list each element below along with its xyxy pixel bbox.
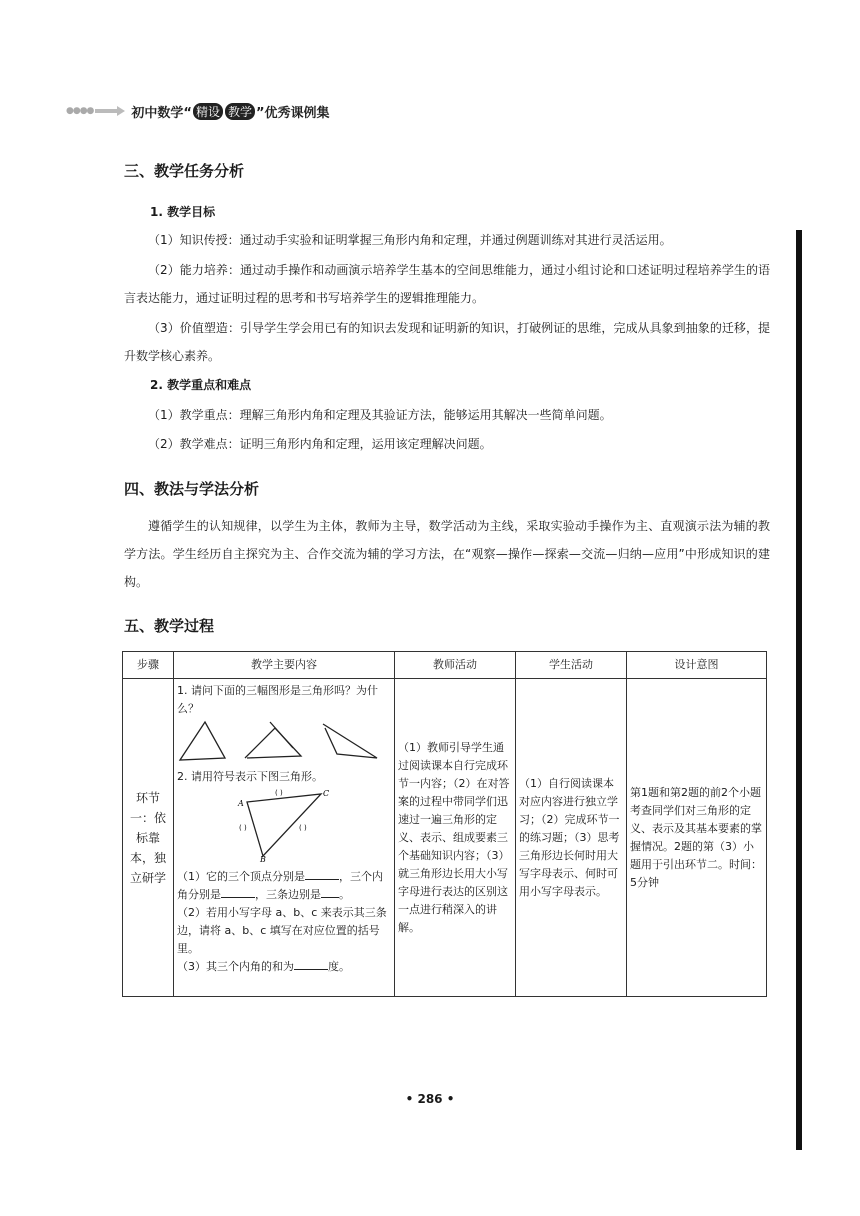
blank-line — [294, 958, 328, 970]
blank-line — [305, 868, 339, 880]
header-prefix: 初中数学“ — [131, 105, 192, 121]
cell-step: 环节一：依标靠本，独立研学 — [123, 679, 174, 997]
header-badge-2: 教学 — [225, 103, 255, 120]
vertex-b-label: B — [260, 855, 266, 862]
side-bracket-ac: ( ) — [275, 789, 283, 797]
section-3-para-3: （3）价值塑造：引导学生学会用已有的知识去发现和证明新的知识，打破例证的思维，完成从具象到抽象的迁移，提升数学核心素养。 — [124, 321, 770, 363]
page-number: • 286 • — [405, 1092, 455, 1106]
figure-1-triangle — [180, 722, 225, 760]
content-sub-3 — [177, 958, 391, 976]
labeled-triangle-diagram — [177, 786, 387, 862]
cell-content — [174, 679, 395, 997]
sub-3-text-a: （3）其三个内角的和为 — [177, 960, 294, 973]
arrow-right-icon — [95, 106, 125, 116]
section-3-para-5: （2）教学难点：证明三角形内角和定理，运用该定理解决问题。 — [148, 437, 492, 451]
header-step: 步骤 — [123, 652, 174, 679]
section-3-para-2: （2）能力培养：通过动手操作和动画演示培养学生基本的空间思维能力，通过小组讨论和口述证明过程培养学生的语言表达能力，通过证明过程的思考和书写培养学生的逻辑推理能力。 — [124, 263, 770, 305]
triangle-abc — [247, 794, 321, 856]
sub-1-text-b: ，三个内角分别是 — [177, 870, 383, 901]
running-header — [66, 100, 330, 122]
vertex-a-label: A — [238, 799, 244, 808]
content-sub-2: （2）若用小写字母 a、b、c 来表示其三条边，请将 a、b、c 填写在对应位置的括号里。 — [177, 906, 387, 955]
blank-line — [221, 886, 255, 898]
dots-icon: ●●●● — [66, 106, 94, 116]
header-intent: 设计意图 — [627, 652, 767, 679]
cell-student: （1）自行阅读课本对应内容进行独立学习；（2）完成环节一的练习题；（3）思考三角形边长何时用大写字母表示、何时可用小写字母表示。 — [516, 679, 627, 997]
cell-teacher: （1）教师引导学生通过阅读课本自行完成环节一内容；（2）在对答案的过程中带同学们迅速过一遍三角形的定义、表示、组成要素三个基础知识内容；（3）就三角形边长用大小写字母进行表达的区别这一点进行稍深入的讲解。 — [395, 679, 516, 997]
header-suffix: ”优秀课例集 — [256, 105, 330, 121]
header-teacher: 教师活动 — [395, 652, 516, 679]
blank-line — [321, 886, 339, 898]
header-badge-1: 精设 — [193, 103, 223, 120]
figure-3-open-shape — [323, 724, 377, 758]
section-4-title: 四、教法与学法分析 — [124, 480, 260, 498]
section-3-para-1: （1）知识传授：通过动手实验和证明掌握三角形内角和定理，并通过例题训练对其进行灵活运用。 — [148, 233, 672, 247]
section-3-sub-2: 2. 教学重点和难点 — [150, 378, 252, 392]
figure-2-open-shape — [245, 728, 301, 758]
side-bracket-ab: ( ) — [239, 824, 247, 832]
teaching-process-table — [122, 651, 767, 997]
content-question-2: 2. 请用符号表示下图三角形。 — [177, 770, 323, 783]
header-content: 教学主要内容 — [174, 652, 395, 679]
section-4-para: 遵循学生的认知规律，以学生为主体，教师为主导，数学活动为主线，采取实验动手操作为主、直观演示法为辅的教学方法。学生经历自主探究为主、合作交流为辅的学习方法，在“观察—操作—探索—交流—归纳—应用”中形成知识的建构。 — [124, 519, 770, 589]
table-header-row — [123, 652, 767, 679]
section-3-sub-1: 1. 教学目标 — [150, 205, 216, 219]
header-student: 学生活动 — [516, 652, 627, 679]
vertex-c-label: C — [323, 789, 330, 798]
sub-3-text-b: 度。 — [328, 960, 350, 973]
section-5-title: 五、教学过程 — [124, 617, 215, 635]
sub-1-text-a: （1）它的三个顶点分别是 — [177, 870, 305, 883]
sub-1-text-c: ，三条边别是 — [255, 888, 321, 901]
sub-1-text-d: 。 — [339, 888, 350, 901]
section-3-title: 三、教学任务分析 — [124, 162, 245, 180]
content-question-1: 1. 请问下面的三幅图形是三角形吗？为什么？ — [177, 684, 378, 715]
content-sub-1 — [177, 868, 391, 904]
figure-2-extra-line — [270, 722, 293, 748]
side-bracket-bc: ( ) — [299, 824, 307, 832]
cell-intent: 第1题和第2题的前2个小题考查同学们对三角形的定义、表示及其基本要素的掌握情况。2题的第（3）小题用于引出环节二。时间：5分钟 — [627, 679, 767, 997]
three-figures-diagram — [177, 718, 387, 762]
page-edge-rule — [796, 230, 802, 1150]
table-row — [123, 679, 767, 997]
section-3-para-4: （1）教学重点：理解三角形内角和定理及其验证方法，能够运用其解决一些简单问题。 — [148, 408, 612, 422]
